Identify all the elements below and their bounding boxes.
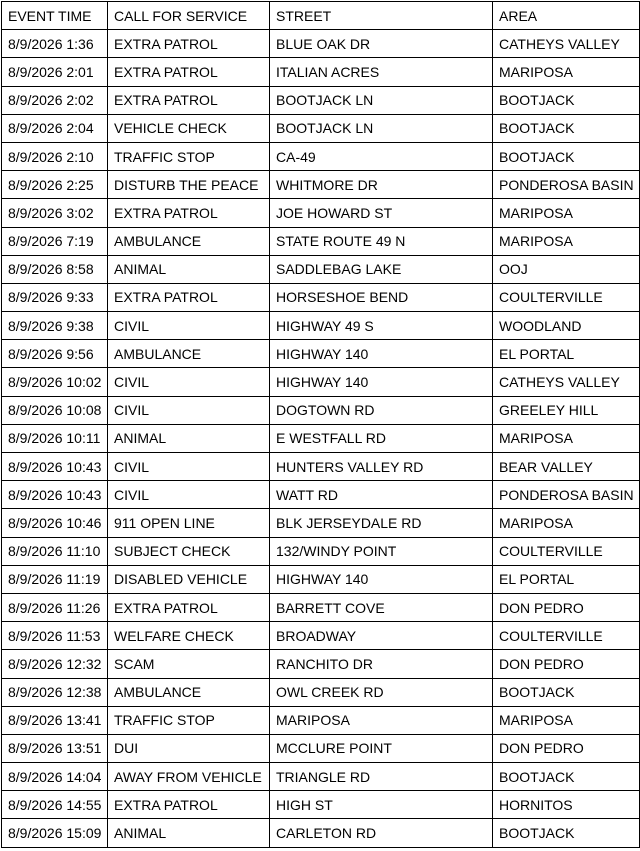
cell-area: WOODLAND: [493, 312, 640, 340]
cell-event-time: 8/9/2026 11:53: [2, 622, 108, 650]
table-row: [2, 396, 640, 424]
cell-area: COULTERVILLE: [493, 622, 640, 650]
table-row: [2, 424, 640, 452]
cell-event-time: 8/9/2026 9:38: [2, 312, 108, 340]
cell-street: BARRETT COVE: [270, 593, 493, 621]
cell-area: BOOTJACK: [493, 142, 640, 170]
cell-call-for-service: EXTRA PATROL: [108, 86, 270, 114]
cell-area: OOJ: [493, 255, 640, 283]
cell-area: DON PEDRO: [493, 734, 640, 762]
table-row: [2, 142, 640, 170]
cell-area: CATHEYS VALLEY: [493, 368, 640, 396]
cell-street: ITALIAN ACRES: [270, 58, 493, 86]
cell-call-for-service: CIVIL: [108, 368, 270, 396]
cell-event-time: 8/9/2026 13:51: [2, 734, 108, 762]
cell-event-time: 8/9/2026 10:43: [2, 481, 108, 509]
call-log-table: [1, 1, 640, 848]
cell-event-time: 8/9/2026 10:43: [2, 453, 108, 481]
table-row: [2, 650, 640, 678]
cell-street: E WESTFALL RD: [270, 424, 493, 452]
cell-area: MARIPOSA: [493, 424, 640, 452]
cell-event-time: 8/9/2026 14:55: [2, 791, 108, 819]
cell-event-time: 8/9/2026 9:33: [2, 283, 108, 311]
table-row: [2, 255, 640, 283]
cell-street: CA-49: [270, 142, 493, 170]
cell-call-for-service: CIVIL: [108, 312, 270, 340]
cell-call-for-service: AMBULANCE: [108, 678, 270, 706]
cell-street: HIGHWAY 140: [270, 565, 493, 593]
table-row: [2, 114, 640, 142]
cell-street: HIGH ST: [270, 791, 493, 819]
table-row: [2, 312, 640, 340]
cell-event-time: 8/9/2026 10:11: [2, 424, 108, 452]
cell-call-for-service: DUI: [108, 734, 270, 762]
cell-event-time: 8/9/2026 2:04: [2, 114, 108, 142]
cell-street: HIGHWAY 49 S: [270, 312, 493, 340]
cell-street: WATT RD: [270, 481, 493, 509]
cell-area: BOOTJACK: [493, 86, 640, 114]
table-row: [2, 537, 640, 565]
cell-street: BROADWAY: [270, 622, 493, 650]
cell-call-for-service: 911 OPEN LINE: [108, 509, 270, 537]
cell-street: WHITMORE DR: [270, 171, 493, 199]
cell-call-for-service: ANIMAL: [108, 424, 270, 452]
cell-call-for-service: AMBULANCE: [108, 227, 270, 255]
table-row: [2, 30, 640, 58]
cell-area: COULTERVILLE: [493, 283, 640, 311]
cell-street: HIGHWAY 140: [270, 340, 493, 368]
cell-event-time: 8/9/2026 11:26: [2, 593, 108, 621]
cell-street: BOOTJACK LN: [270, 114, 493, 142]
cell-call-for-service: ANIMAL: [108, 255, 270, 283]
cell-event-time: 8/9/2026 2:01: [2, 58, 108, 86]
cell-area: MARIPOSA: [493, 509, 640, 537]
table-row: [2, 340, 640, 368]
cell-event-time: 8/9/2026 9:56: [2, 340, 108, 368]
cell-street: 132/WINDY POINT: [270, 537, 493, 565]
cell-area: DON PEDRO: [493, 650, 640, 678]
cell-event-time: 8/9/2026 12:32: [2, 650, 108, 678]
cell-area: EL PORTAL: [493, 565, 640, 593]
cell-area: COULTERVILLE: [493, 537, 640, 565]
cell-call-for-service: ANIMAL: [108, 819, 270, 847]
cell-street: TRIANGLE RD: [270, 763, 493, 791]
cell-event-time: 8/9/2026 11:19: [2, 565, 108, 593]
cell-street: SADDLEBAG LAKE: [270, 255, 493, 283]
cell-event-time: 8/9/2026 7:19: [2, 227, 108, 255]
cell-street: BLUE OAK DR: [270, 30, 493, 58]
table-row: [2, 171, 640, 199]
cell-area: EL PORTAL: [493, 340, 640, 368]
cell-event-time: 8/9/2026 14:04: [2, 763, 108, 791]
cell-area: GREELEY HILL: [493, 396, 640, 424]
table-row: [2, 622, 640, 650]
cell-area: BOOTJACK: [493, 114, 640, 142]
header-event-time: EVENT TIME: [2, 2, 108, 30]
cell-area: MARIPOSA: [493, 199, 640, 227]
cell-street: HIGHWAY 140: [270, 368, 493, 396]
cell-area: HORNITOS: [493, 791, 640, 819]
table-row: [2, 509, 640, 537]
table-row: [2, 481, 640, 509]
cell-call-for-service: EXTRA PATROL: [108, 199, 270, 227]
cell-call-for-service: TRAFFIC STOP: [108, 706, 270, 734]
cell-street: BLK JERSEYDALE RD: [270, 509, 493, 537]
header-call-for-service: CALL FOR SERVICE: [108, 2, 270, 30]
cell-event-time: 8/9/2026 10:46: [2, 509, 108, 537]
cell-event-time: 8/9/2026 3:02: [2, 199, 108, 227]
cell-street: OWL CREEK RD: [270, 678, 493, 706]
cell-street: HORSESHOE BEND: [270, 283, 493, 311]
table-row: [2, 734, 640, 762]
cell-call-for-service: CIVIL: [108, 481, 270, 509]
cell-call-for-service: EXTRA PATROL: [108, 58, 270, 86]
cell-area: DON PEDRO: [493, 593, 640, 621]
cell-area: CATHEYS VALLEY: [493, 30, 640, 58]
cell-call-for-service: EXTRA PATROL: [108, 593, 270, 621]
table-row: [2, 819, 640, 847]
cell-event-time: 8/9/2026 15:09: [2, 819, 108, 847]
table-row: [2, 678, 640, 706]
cell-event-time: 8/9/2026 10:02: [2, 368, 108, 396]
cell-event-time: 8/9/2026 13:41: [2, 706, 108, 734]
cell-call-for-service: CIVIL: [108, 453, 270, 481]
cell-call-for-service: DISTURB THE PEACE: [108, 171, 270, 199]
table-row: [2, 763, 640, 791]
table-row: [2, 283, 640, 311]
table-row: [2, 565, 640, 593]
table-row: [2, 227, 640, 255]
cell-call-for-service: AMBULANCE: [108, 340, 270, 368]
cell-area: MARIPOSA: [493, 58, 640, 86]
cell-area: PONDEROSA BASIN: [493, 481, 640, 509]
header-area: AREA: [493, 2, 640, 30]
cell-area: MARIPOSA: [493, 227, 640, 255]
cell-area: BOOTJACK: [493, 678, 640, 706]
cell-area: BOOTJACK: [493, 763, 640, 791]
cell-event-time: 8/9/2026 11:10: [2, 537, 108, 565]
cell-call-for-service: EXTRA PATROL: [108, 791, 270, 819]
cell-call-for-service: AWAY FROM VEHICLE: [108, 763, 270, 791]
cell-street: MCCLURE POINT: [270, 734, 493, 762]
cell-street: STATE ROUTE 49 N: [270, 227, 493, 255]
cell-event-time: 8/9/2026 2:10: [2, 142, 108, 170]
table-body: [2, 30, 640, 847]
table-row: [2, 86, 640, 114]
cell-event-time: 8/9/2026 2:25: [2, 171, 108, 199]
cell-call-for-service: DISABLED VEHICLE: [108, 565, 270, 593]
cell-call-for-service: SUBJECT CHECK: [108, 537, 270, 565]
table-row: [2, 791, 640, 819]
table-row: [2, 706, 640, 734]
table-row: [2, 368, 640, 396]
header-street: STREET: [270, 2, 493, 30]
cell-street: HUNTERS VALLEY RD: [270, 453, 493, 481]
table-row: [2, 453, 640, 481]
cell-call-for-service: CIVIL: [108, 396, 270, 424]
table-row: [2, 199, 640, 227]
cell-area: MARIPOSA: [493, 706, 640, 734]
table-row: [2, 593, 640, 621]
header-row: [2, 2, 640, 30]
cell-call-for-service: VEHICLE CHECK: [108, 114, 270, 142]
cell-call-for-service: WELFARE CHECK: [108, 622, 270, 650]
cell-event-time: 8/9/2026 2:02: [2, 86, 108, 114]
cell-street: CARLETON RD: [270, 819, 493, 847]
cell-event-time: 8/9/2026 12:38: [2, 678, 108, 706]
cell-street: MARIPOSA: [270, 706, 493, 734]
cell-event-time: 8/9/2026 1:36: [2, 30, 108, 58]
cell-area: BOOTJACK: [493, 819, 640, 847]
cell-call-for-service: EXTRA PATROL: [108, 30, 270, 58]
cell-street: BOOTJACK LN: [270, 86, 493, 114]
cell-event-time: 8/9/2026 8:58: [2, 255, 108, 283]
table-row: [2, 58, 640, 86]
cell-area: PONDEROSA BASIN: [493, 171, 640, 199]
cell-call-for-service: EXTRA PATROL: [108, 283, 270, 311]
cell-event-time: 8/9/2026 10:08: [2, 396, 108, 424]
cell-area: BEAR VALLEY: [493, 453, 640, 481]
cell-street: DOGTOWN RD: [270, 396, 493, 424]
cell-street: JOE HOWARD ST: [270, 199, 493, 227]
cell-call-for-service: TRAFFIC STOP: [108, 142, 270, 170]
cell-street: RANCHITO DR: [270, 650, 493, 678]
cell-call-for-service: SCAM: [108, 650, 270, 678]
